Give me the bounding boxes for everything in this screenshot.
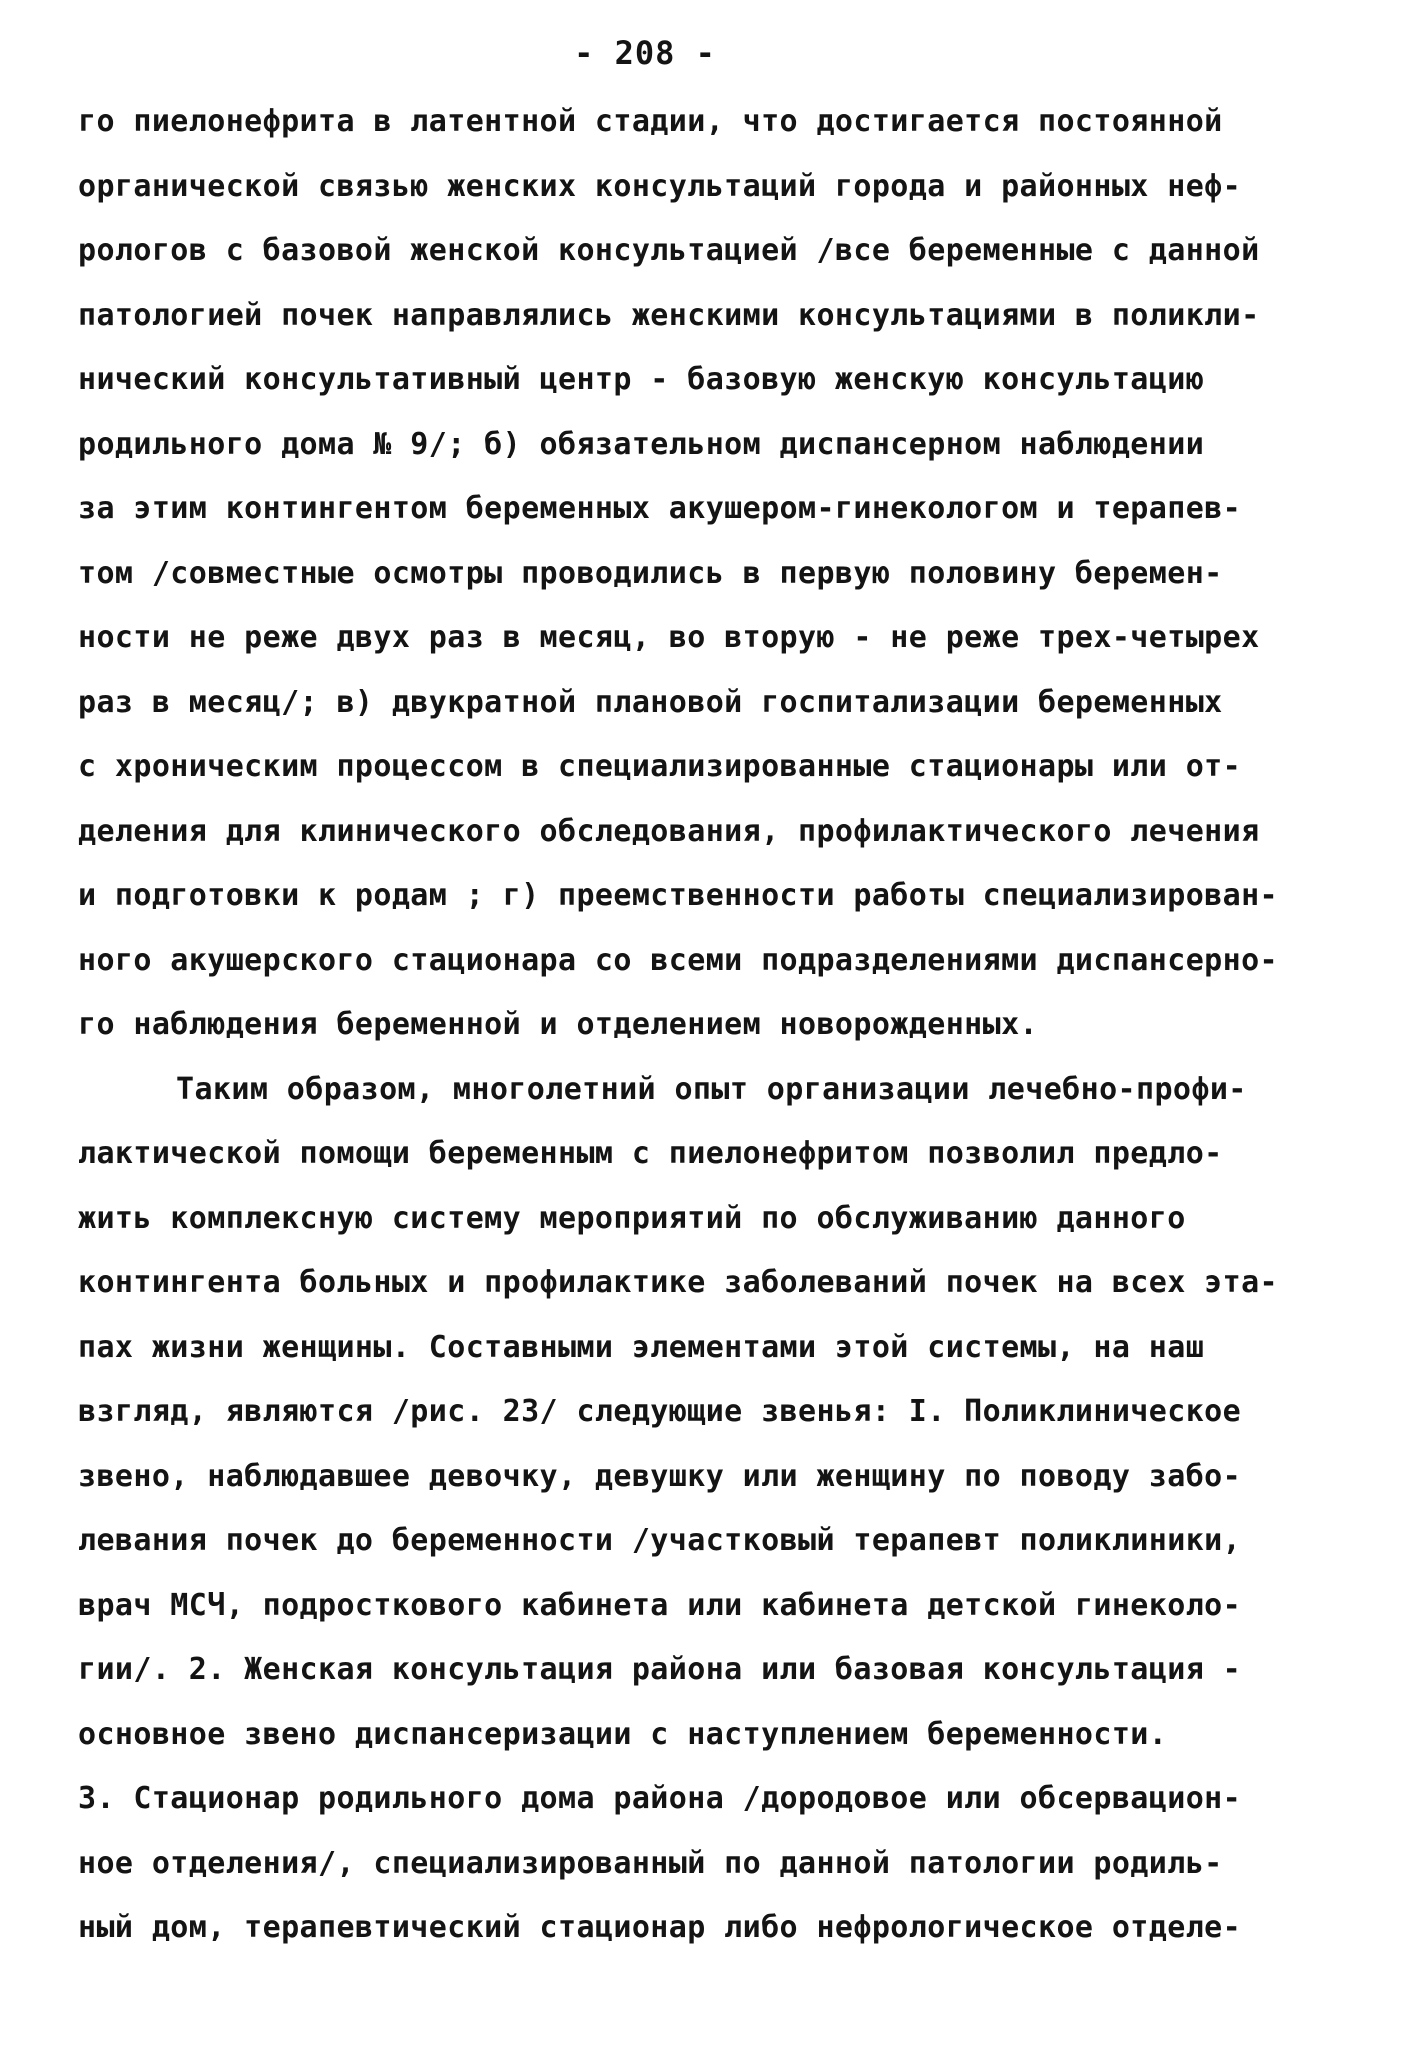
text-line: родильного дома № 9/; б) обязательном диспансерном наблюдении — [78, 426, 1205, 462]
text-line: звено, наблюдавшее девочку, девушку или женщину по поводу забо- — [78, 1458, 1242, 1494]
text-line: взгляд, являются /рис. 23/ следующие звенья: I. Поликлиническое — [78, 1394, 1242, 1429]
text-line: том /совместные осмотры проводились в первую половину беремен- — [78, 555, 1223, 591]
text-line: ности не реже двух раз в месяц, во вторую - не реже трех-четырех — [78, 620, 1260, 655]
text-line: левания почек до беременности /участковый терапевт поликлиники, — [78, 1523, 1242, 1558]
paragraph-start-line: Таким образом, многолетний опыт организации лечебно-профи- — [176, 1071, 1247, 1107]
text-line: деления для клинического обследования, профилактического лечения — [78, 813, 1260, 849]
text-line: лактической помощи беременным с пиелонефритом позволил предло- — [78, 1136, 1223, 1171]
text-line: го наблюдения беременной и отделением новорожденных. — [78, 1007, 1038, 1042]
text-line: рологов с базовой женской консультацией /все беременные с данной — [78, 233, 1260, 268]
text-line: жить комплексную систему мероприятий по обслуживанию данного — [78, 1200, 1186, 1236]
text-line: 3. Стационар родильного дома района /дородовое или обсервацион- — [78, 1781, 1242, 1816]
text-line: за этим контингентом беременных акушером-гинекологом и терапев- — [78, 491, 1242, 526]
text-line: ное отделения/, специализированный по данной патологии родиль- — [78, 1845, 1223, 1881]
text-line: пах жизни женщины. Составными элементами этой системы, на наш — [78, 1329, 1205, 1365]
text-line: ного акушерского стационара со всеми подразделениями диспансерно- — [78, 942, 1278, 978]
text-line: основное звено диспансеризации с наступлением беременности. — [78, 1716, 1168, 1752]
text-line: органической связью женских консультаций города и районных неф- — [78, 168, 1242, 204]
text-line: контингента больных и профилактике заболеваний почек на всех эта- — [78, 1265, 1278, 1300]
body-text — [78, 90, 1368, 1961]
text-line: го пиелонефрита в латентной стадии, что достигается постоянной — [78, 104, 1223, 139]
page-number: - 208 - — [574, 34, 716, 72]
text-line: ный дом, терапевтический стационар либо нефрологическое отделе- — [78, 1910, 1242, 1945]
text-line: и подготовки к родам ; г) преемственности работы специализирован- — [78, 878, 1278, 913]
text-line: с хроническим процессом в специализированные стационары или от- — [78, 749, 1242, 784]
text-line: нический консультативный центр - базовую женскую консультацию — [78, 362, 1205, 397]
text-line: гии/. 2. Женская консультация района или базовая консультация - — [78, 1652, 1242, 1687]
text-line: патологией почек направлялись женскими консультациями в поликли- — [78, 297, 1260, 333]
text-line: врач МСЧ, подросткового кабинета или кабинета детской гинеколо- — [78, 1587, 1242, 1623]
text-line: раз в месяц/; в) двукратной плановой госпитализации беременных — [78, 684, 1223, 720]
